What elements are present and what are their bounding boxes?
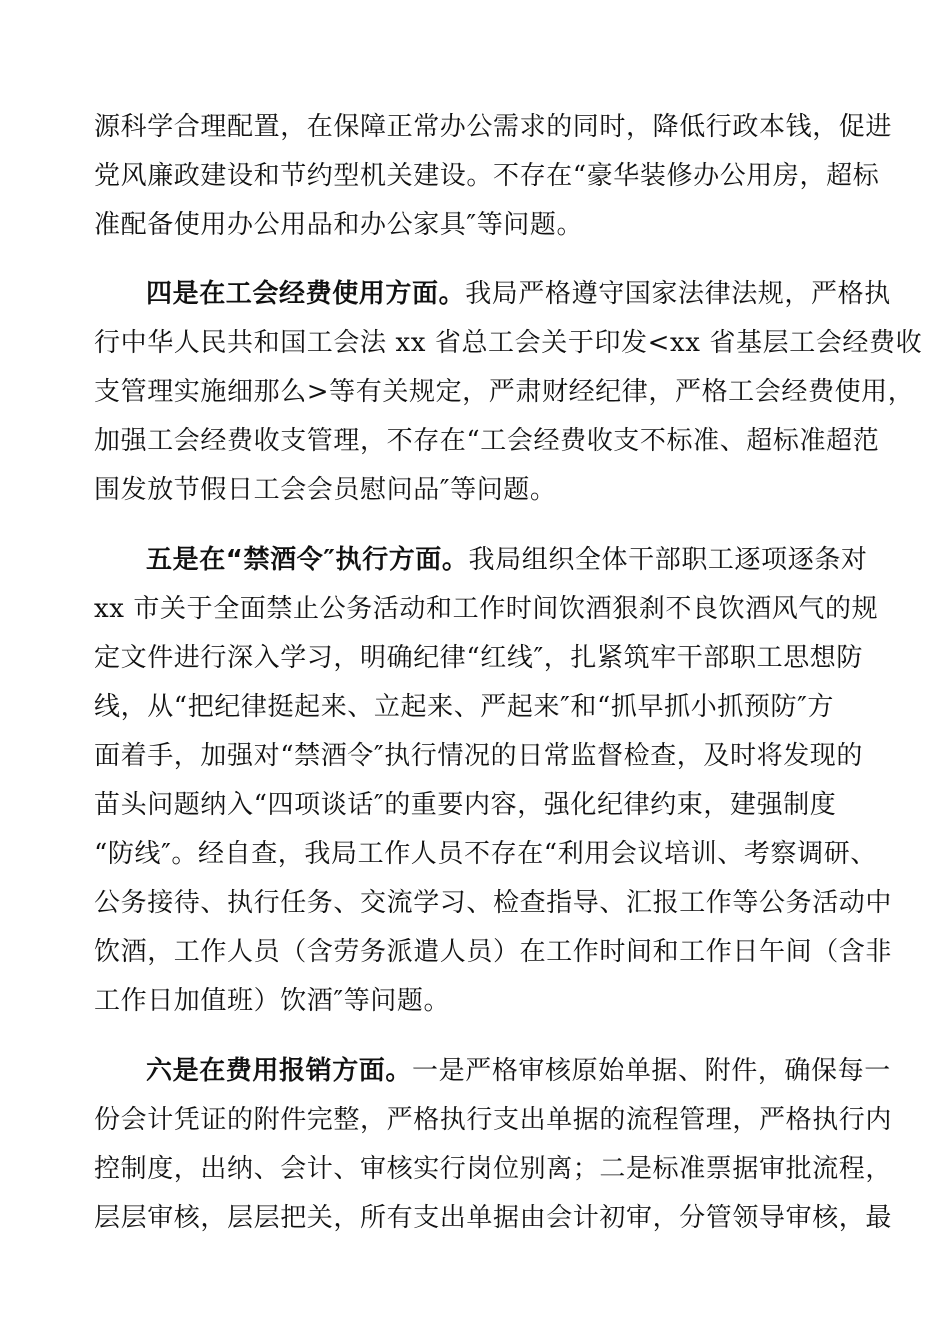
text-line: “防线″。经自查，我局工作人员不存在“利用会议培训、考察调研、 <box>94 839 877 869</box>
text-line <box>146 1053 891 1089</box>
text-line: 源科学合理配置，在保障正常办公需求的同时，降低行政本钱，促进 <box>94 112 893 142</box>
text-line: 工作日加值班）饮酒″等问题。 <box>94 986 451 1016</box>
text-line: 饮酒，工作人员（含劳务派遣人员）在工作时间和工作日午间（含非 <box>94 937 893 967</box>
text-run: 一是严格审核原始单据、附件，确保每一 <box>412 1056 891 1086</box>
section-heading: 五是在“禁酒令″执行方面。 <box>146 545 469 575</box>
section-heading: 六是在费用报销方面。 <box>146 1056 413 1086</box>
text-line <box>146 542 868 578</box>
text-line: 苗头问题纳入“四项谈话″的重要内容，强化纪律约束，建强制度 <box>94 790 837 820</box>
text-line: xx 市关于全面禁止公务活动和工作时间饮酒狠刹不良饮酒风气的规 <box>94 594 879 624</box>
text-line: 公务接待、执行任务、交流学习、检查指导、汇报工作等公务活动中 <box>94 888 893 918</box>
text-line: 支管理实施细那么>等有关规定，严肃财经纪律，严格工会经费使用， <box>94 377 915 407</box>
text-line: 定文件进行深入学习，明确纪律“红线″，扎紧筑牢干部职工思想防 <box>94 643 864 673</box>
text-line: 线，从“把纪律挺起来、立起来、严起来″和“抓早抓小抓预防″方 <box>94 692 835 722</box>
text-line: 围发放节假日工会会员慰问品″等问题。 <box>94 475 557 505</box>
text-line: 加强工会经费收支管理，不存在“工会经费收支不标准、超标准超范 <box>94 426 880 456</box>
text-line: 控制度，出纳、会计、审核实行岗位别离；二是标准票据审批流程， <box>94 1154 893 1184</box>
text-line: 党风廉政建设和节约型机关建设。不存在“豪华装修办公用房，超标 <box>94 161 880 191</box>
text-run: 我局组织全体干部职工逐项逐条对 <box>468 545 868 575</box>
text-line: 面着手，加强对“禁酒令″执行情况的日常监督检查，及时将发现的 <box>94 741 864 771</box>
text-run: 我局严格遵守国家法律法规，严格执 <box>465 279 891 309</box>
section-heading: 四是在工会经费使用方面。 <box>146 279 466 309</box>
text-line: 行中华人民共和国工会法 xx 省总工会关于印发<xx 省基层工会经费收 <box>94 328 923 358</box>
text-line: 准配备使用办公用品和办公家具″等问题。 <box>94 210 584 240</box>
text-line: 份会计凭证的附件完整，严格执行支出单据的流程管理，严格执行内 <box>94 1105 893 1135</box>
text-line <box>146 276 891 312</box>
text-line: 层层审核，层层把关，所有支出单据由会计初审，分管领导审核，最 <box>94 1203 893 1233</box>
